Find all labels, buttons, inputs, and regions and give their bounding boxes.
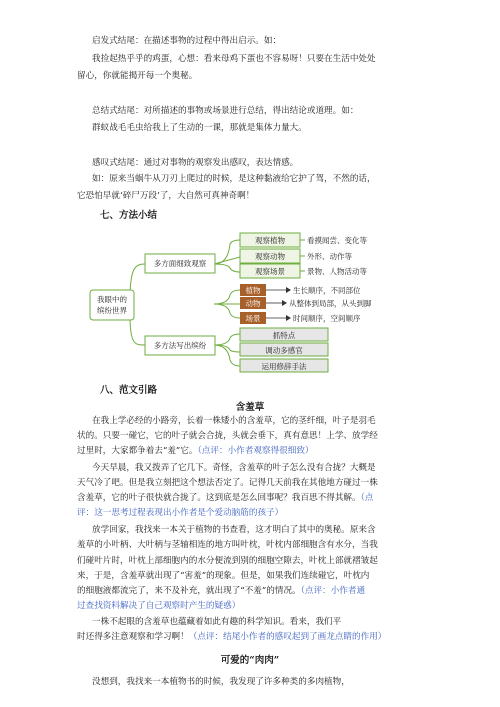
mid-detail: 生长顺序，不同部位 [293,286,361,295]
mid-label: 场景 [245,314,261,323]
text-line: 群蚁战毛毛虫给我上了生动的一课，那就是集体力量大。 [92,123,307,133]
text-line: 们碰叶片时，叶枕上部细胞内的水分便流到别的细胞空隙去，叶枕上部就褶皱起 [77,556,378,566]
text-line [77,444,314,459]
text-line: 今天早晨，我又拨弄了它几下。奇怪，含羞草的叶子怎么没有合拢？大概是 [92,463,376,473]
text-line [77,491,374,506]
text-line: 放学回家，我找来一本关于植物的书查看，这才明白了其中的奥秘。原来含 [92,525,376,535]
b2-item: 抓特点 [272,331,296,340]
text-span: 含羞草，它的叶子很快就合拢了。这到底是怎么回事呢？我百思不得其解。 [77,493,361,503]
branch1-label: 多方面细致观察 [153,259,207,268]
text-line [77,584,365,599]
text-line: 状的。只要一碰它，它的叶子就会合拢，头就会垂下，真有意思！上学、放学经 [77,431,378,441]
section-heading: 七、方法小结 [100,210,158,221]
mid-label: 植物 [245,286,261,295]
essay-title: 可爱的“肉肉” [220,655,280,666]
b2-item: 调动多感官 [265,346,303,355]
text-line: 来，于是，含羞草就出现了“害羞”的现象。但是，如果我们连续碰它，叶枕内 [77,571,370,581]
comment: 评：这一思考过程表现出小作者是个爱动脑筋的孩子） [77,508,284,518]
text-line: 天气冷了吧。但是我立刻把这个想法否定了。记得几天前我在其他地方碰过一株 [77,478,378,488]
text-line: 感叹式结尾：通过对事物的观察发出感叹，表达情感。 [92,158,299,168]
text-line: 羞草的小叶柄、大叶柄与茎轴相连的地方叫叶枕，叶枕内部细胞含有水分，当我 [77,540,378,550]
b1-detail: 外形、动作等 [307,252,352,261]
b1-item: 观察动物 [255,252,285,261]
text-line: 在我上学必经的小路旁，长着一株矮小的含羞草，它的茎纤细，叶子是羽毛 [92,416,376,426]
text-line: 启发式结尾：在描述事物的过程中得出启示。如： [92,36,282,46]
b1-detail: 景物、人物活动等 [307,267,367,276]
branch2-label: 多方法写出缤纷 [153,341,207,350]
b1-item: 观察场景 [255,267,285,276]
comment: （点评：小作者通 [300,586,366,596]
comment: （点评：结尾小作者的感叹起到了画龙点睛的作用） [188,632,387,642]
comment: 过查找资料解决了自己观察时产生的疑惑） [77,601,241,611]
text-line: 它恐怕早就‘碎尸万段’了，大自然可真神奇啊！ [77,191,255,201]
section-heading: 八、范文引路 [100,385,158,396]
text-line: 我捡起热乎乎的鸡蛋，心想：看来母鸡下蛋也不容易呀！只要在生活中处处 [92,54,376,64]
text-line: 一株不起眼的含羞草也蕴藏着如此有趣的科学知识。看来，我们平 [92,617,342,627]
mid-label: 动物 [245,299,261,308]
essay-title: 含羞草 [235,402,265,413]
mid-detail: 时间顺序，空间顺序 [293,314,361,323]
root-label-line2: 缤纷世界 [97,306,127,315]
text-span: 过里时，大家都争着去“羞”它。 [77,446,198,456]
text-span: 时还得多注意观察和学习啊！ [77,632,189,642]
text-span: 的细胞液都流完了，来不及补充，就出现了“不羞”的情况。 [77,586,301,596]
text-line: 总结式结尾：对所描述的事物或场景进行总结，得出结论或道理。如： [92,106,359,116]
comment: （点 [360,493,374,503]
text-line: 留心，你就能揭开每一个奥秘。 [77,71,198,81]
mid-detail: 从整体到局部，从头到脚 [289,299,372,308]
root-label: 我眼中的 [97,295,127,304]
comment: （点评：小作者观察得很细致） [197,446,314,456]
text-line [77,630,386,645]
b1-item: 观察植物 [255,236,285,245]
text-line: 没想到，我找来一本植物书的时候，我发现了许多种类的多肉植物， [92,677,350,687]
text-line: 如：原来当蜗牛从刀刃上爬过的时候，是这种黏液给它护了驾，不然的话， [92,174,376,184]
b2-item: 运用修辞手法 [261,362,307,371]
b1-detail: 看摸闻尝、变化等 [307,236,367,245]
